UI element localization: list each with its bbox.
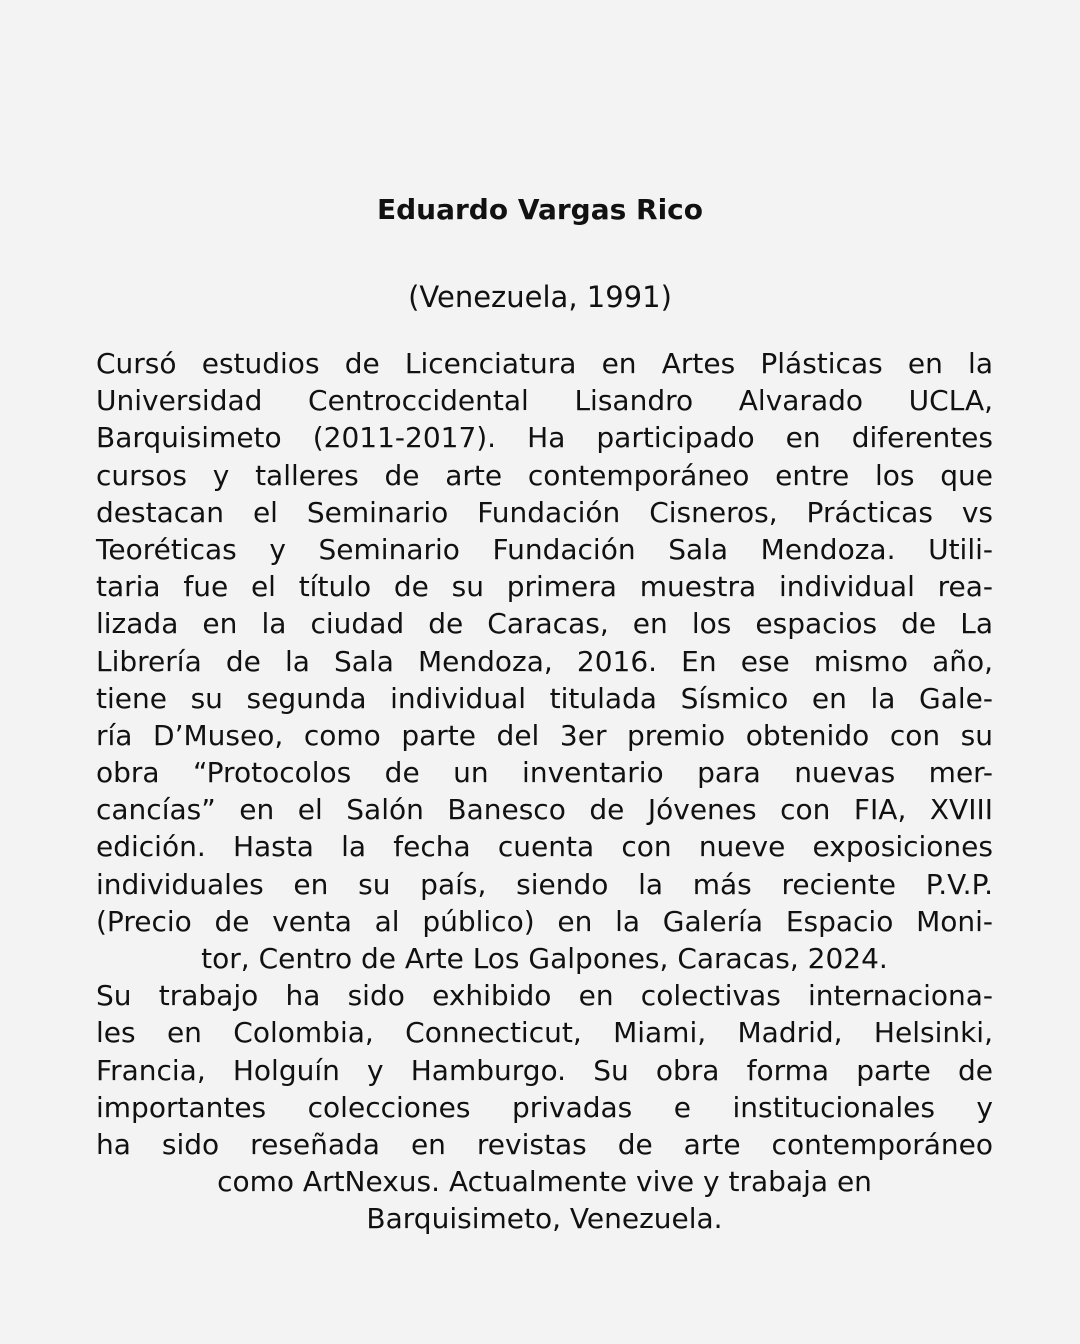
bio-line-5: destacan el Seminario Fundación Cisneros, Prácticas vs bbox=[96, 495, 993, 529]
bio-line-22: ha sido reseñada en revistas de arte contemporáneo bbox=[96, 1127, 993, 1161]
bio-line-11: ría D’Museo, como parte del 3er premio obtenido con su bbox=[96, 718, 993, 752]
bio-line-8: lizada en la ciudad de Caracas, en los espacios de La bbox=[96, 607, 993, 641]
bio-line-9: Librería de la Sala Mendoza, 2016. En ese mismo año, bbox=[96, 644, 993, 678]
bio-line-13: cancías” en el Salón Banesco de Jóvenes con FIA, XVIII bbox=[96, 793, 993, 827]
artist-origin: (Venezuela, 1991) bbox=[408, 280, 672, 314]
bio-line-4: cursos y talleres de arte contemporáneo entre los que bbox=[96, 458, 993, 492]
bio-line-7: taria fue el título de su primera muestra individual rea- bbox=[96, 570, 993, 604]
artist-biography bbox=[96, 345, 993, 1238]
bio-line-3: Barquisimeto (2011-2017). Ha participado en diferentes bbox=[96, 421, 993, 455]
bio-line-18: Su trabajo ha sido exhibido en colectivas internaciona- bbox=[96, 979, 993, 1013]
bio-line-16: (Precio de venta al público) en la Galería Espacio Moni- bbox=[96, 904, 993, 938]
bio-line-12: obra “Protocolos de un inventario para nuevas mer- bbox=[96, 756, 993, 790]
bio-line-1: Cursó estudios de Licenciatura en Artes Plásticas en la bbox=[96, 347, 993, 380]
artist-name: Eduardo Vargas Rico bbox=[376, 192, 704, 226]
bio-line-14: edición. Hasta la fecha cuenta con nueve exposiciones bbox=[96, 830, 993, 864]
bio-line-10: tiene su segunda individual titulada Sísmico en la Gale- bbox=[96, 681, 993, 715]
bio-line-23: como ArtNexus. Actualmente vive y trabaja en bbox=[217, 1165, 872, 1199]
bio-line-19: les en Colombia, Connecticut, Miami, Madrid, Helsinki, bbox=[96, 1016, 993, 1050]
bio-line-21: importantes colecciones privadas e institucionales y bbox=[96, 1090, 993, 1124]
bio-line-2: Universidad Centroccidental Lisandro Alvarado UCLA, bbox=[96, 384, 993, 418]
bio-line-24: Barquisimeto, Venezuela. bbox=[366, 1202, 723, 1236]
bio-line-20: Francia, Holguín y Hamburgo. Su obra forma parte de bbox=[96, 1053, 993, 1087]
bio-line-6: Teoréticas y Seminario Fundación Sala Mendoza. Utili- bbox=[96, 532, 993, 566]
bio-line-15: individuales en su país, siendo la más reciente P.V.P. bbox=[96, 867, 993, 901]
bio-line-17: tor, Centro de Arte Los Galpones, Caracas, 2024. bbox=[201, 942, 888, 975]
